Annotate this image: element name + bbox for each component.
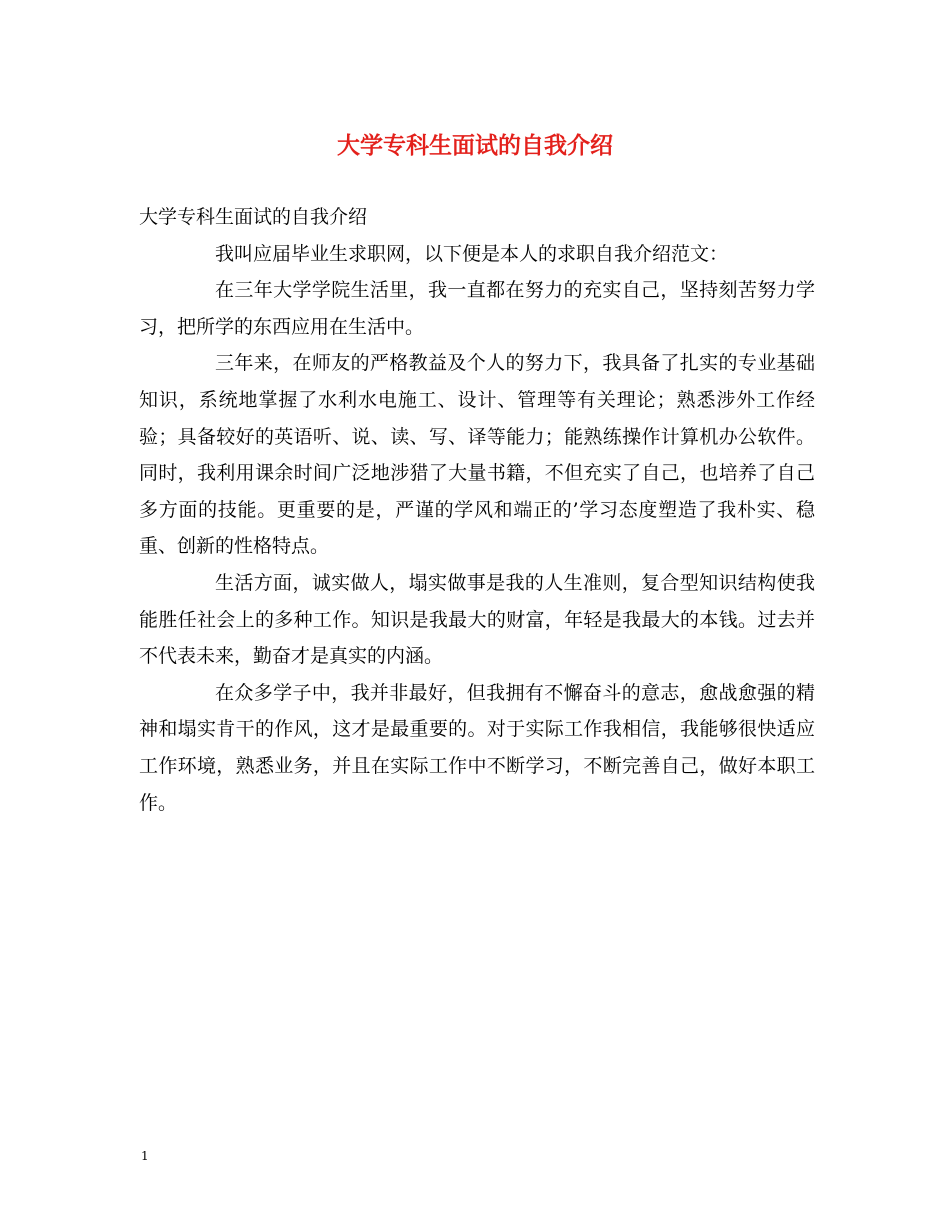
page-number: 1 [141, 1149, 149, 1163]
paragraph-life-attitude: 生活方面，诚实做人，塌实做事是我的人生准则，复合型知识结构使我能胜任社会上的多种工作。知识是我最大的财富，年轻是我最大的本钱。过去并不代表未来，勤奋才是真实的内涵。 [139, 571, 815, 668]
document-subtitle: 大学专科生面试的自我介绍 [139, 206, 368, 228]
document-body [139, 199, 815, 821]
paragraph-intro: 我叫应届毕业生求职网，以下便是本人的求职自我介绍范文： [215, 242, 729, 265]
paragraph-skills: 三年来，在师友的严格教益及个人的努力下，我具备了扎实的专业基础知识，系统地掌握了水利水电施工、设计、管理等有关理论；熟悉涉外工作经验；具备较好的英语听、说、读、写、译等能力；能熟练操作计算机办公软件。同时，我利用课余时间广泛地涉猎了大量书籍，不但充实了自己，也培养了自己多方面的技能。更重要的是，严谨的学风和端正的’学习态度塑造了我朴实、稳重、创新的性格特点。 [139, 352, 815, 558]
paragraph-college-life: 在三年大学学院生活里，我一直都在努力的充实自己，坚持刻苦努力学习，把所学的东西应用在生活中。 [139, 279, 815, 338]
paragraph-conclusion: 在众多学子中，我并非最好，但我拥有不懈奋斗的意志，愈战愈强的精神和塌实肯干的作风，这才是最重要的。对于实际工作我相信，我能够很快适应工作环境，熟悉业务，并且在实际工作中不断学习，不断完善自己，做好本职工作。 [139, 681, 815, 814]
document-title: 大学专科生面试的自我介绍 [337, 132, 613, 159]
